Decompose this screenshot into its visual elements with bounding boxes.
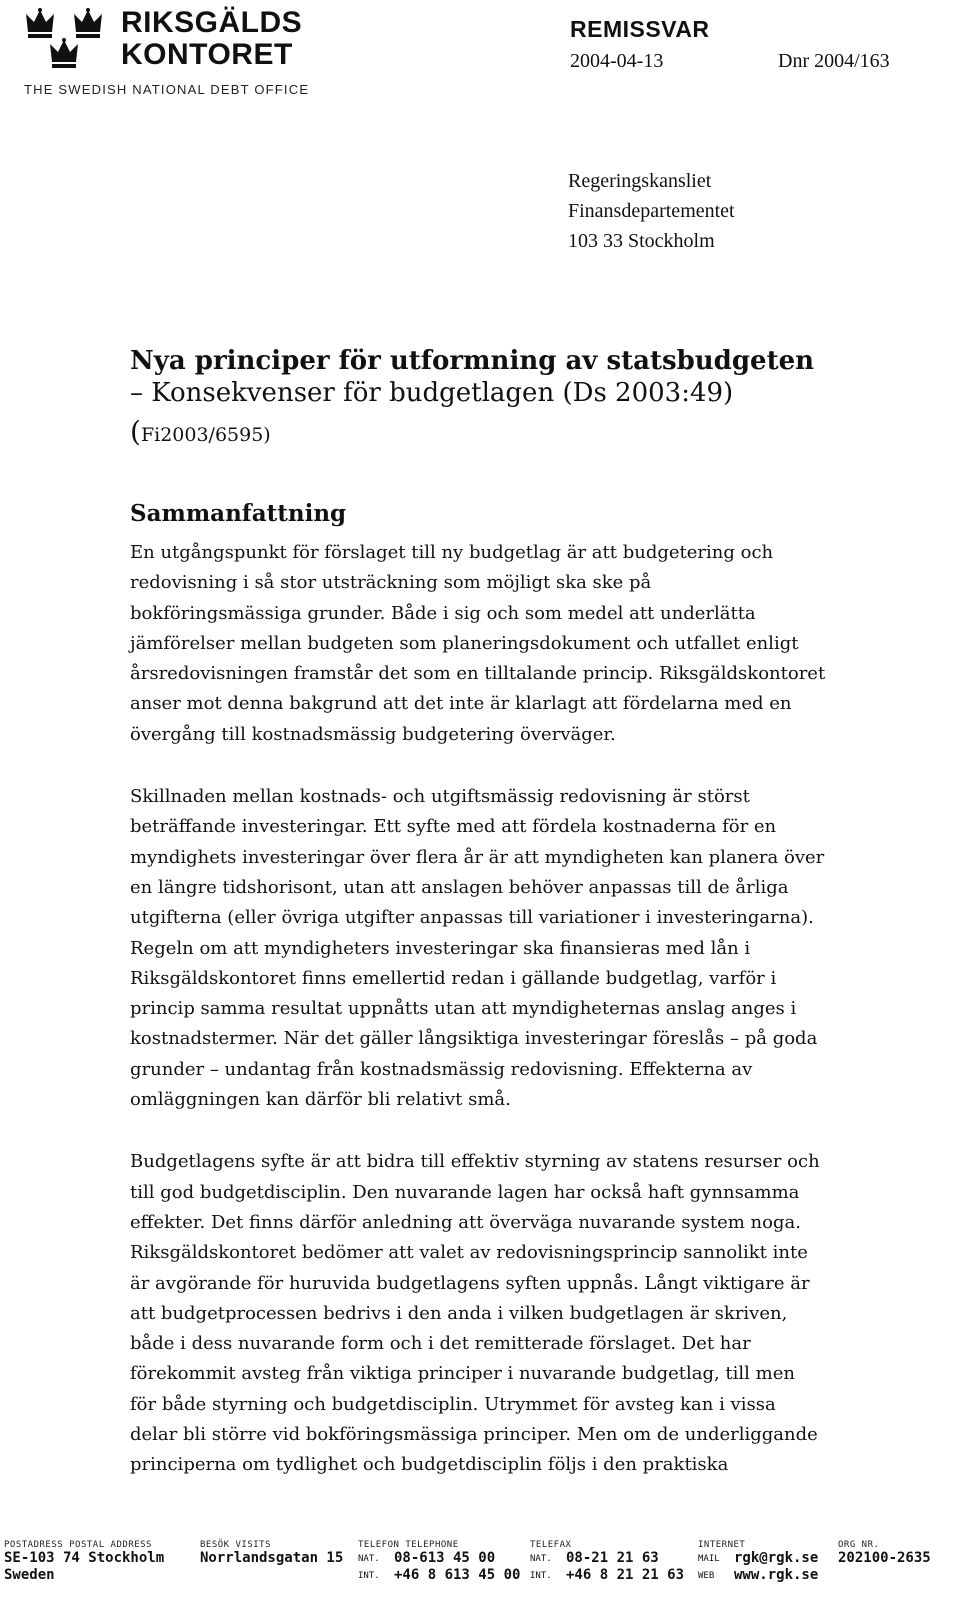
text-line: bokföringsmässiga grunder. Både i sig och som medel att underlätta [130, 602, 756, 624]
footer-postal [4, 1540, 164, 1584]
text-line: principerna om tydlighet och budgetdisciplin följs i den praktiska [130, 1454, 729, 1476]
document-number: Dnr 2004/163 [778, 50, 890, 72]
text-line: är avgörande för huruvida budgetlagens syften uppnås. Långt viktigare är [130, 1272, 810, 1294]
footer-value: 202100-2635 [838, 1550, 931, 1566]
logo-subtitle: THE SWEDISH NATIONAL DEBT OFFICE [24, 82, 310, 97]
text-line: Skillnaden mellan kostnads- och utgiftsmässig redovisning är störst [130, 786, 750, 808]
text-line: myndighets investeringar över flera år är att myndigheten kan planera över [130, 846, 825, 868]
text-line: Budgetlagens syfte är att bidra till effektiv styrning av statens resurser och [130, 1151, 820, 1173]
text-line: årsredovisningen framstår det som en tilltalande princip. Riksgäldskontoret [130, 663, 826, 685]
reference-number [130, 415, 930, 448]
recipient-line: Finansdepartementet [568, 200, 735, 222]
paragraph [130, 782, 920, 1115]
reference-text: Fi2003/6595) [140, 424, 271, 446]
footer-label: TELEFAX [530, 1540, 572, 1550]
footer-key: WEB [698, 1571, 715, 1581]
footer-key: NAT. [358, 1554, 380, 1564]
footer-value: SE-103 74 Stockholm [4, 1550, 165, 1566]
text-line: både i dess nuvarande form och i det remitterade förslaget. Det har [130, 1333, 751, 1355]
footer-value: +46 8 613 45 00 [394, 1567, 521, 1583]
footer-value: 08-613 45 00 [394, 1550, 496, 1566]
document-type: REMISSVAR [570, 16, 710, 42]
footer-fax [530, 1540, 684, 1584]
recipient-line: Regeringskansliet [568, 170, 712, 192]
text-line: en längre tidshorisont, utan att anslagen behöver anpassas till de årliga [130, 876, 789, 898]
footer-value: Norrlandsgatan 15 [200, 1550, 344, 1566]
text-line: utgifterna (eller övriga utgifter anpassas till variationer i investeringarna). [130, 907, 814, 929]
recipient-line: 103 33 Stockholm [568, 230, 715, 252]
title-line1: Nya principer för utformning av statsbudgeten [130, 346, 815, 376]
three-crowns-icon [24, 6, 116, 70]
reference-paren: ( [130, 415, 141, 448]
text-line: jämförelser mellan budgeten som planeringsdokument och utfallet enligt [130, 632, 799, 654]
paragraph [130, 538, 920, 750]
body-text [130, 538, 920, 1513]
text-line: beträffande investeringar. Ett syfte med att fördela kostnaderna för en [130, 816, 777, 838]
footer-label: TELEFON TELEPHONE [358, 1540, 459, 1550]
section-heading: Sammanfattning [130, 500, 347, 527]
footer-value: 08-21 21 63 [566, 1550, 659, 1566]
recipient-address [568, 166, 735, 256]
footer-value: www.rgk.se [734, 1567, 819, 1583]
footer-key: INT. [358, 1571, 380, 1581]
text-line: för både styrning och budgetdisciplin. Utrymmet för avsteg kan i vissa [130, 1393, 776, 1415]
logo-line2: KONTORET [121, 38, 293, 71]
text-line: Riksgäldskontoret bedömer att valet av redovisningsprincip sannolikt inte [130, 1242, 808, 1264]
logo [24, 6, 324, 96]
text-line: Regeln om att myndigheters investeringar ska finansieras med lån i [130, 937, 751, 959]
text-line: förekommit avsteg från viktiga principer i nuvarande budgetlag, till men [130, 1363, 795, 1385]
footer-org [838, 1540, 931, 1567]
footer-key: MAIL [698, 1554, 720, 1564]
text-line: omläggningen kan därför bli relativt små. [130, 1089, 511, 1111]
footer-value: rgk@rgk.se [734, 1550, 819, 1566]
text-line: effekter. Det finns därför anledning att överväga nuvarande system noga. [130, 1211, 801, 1233]
document-date: 2004-04-13 [570, 50, 664, 72]
document-title [130, 345, 930, 448]
footer-label: BESÖK VISITS [200, 1540, 272, 1550]
text-line: anser mot denna bakgrund att det inte är klarlagt att fördelarna med en [130, 693, 792, 715]
footer-key: INT. [530, 1571, 552, 1581]
text-line: delar bli större vid bokföringsmässiga principer. Men om de underliggande [130, 1424, 818, 1446]
text-line: övergång till kostnadsmässig budgetering överväger. [130, 723, 616, 745]
text-line: princip samma resultat uppnåtts utan att myndigheternas anslag anges i [130, 998, 797, 1020]
footer-value: Sweden [4, 1567, 55, 1583]
text-line: En utgångspunkt för förslaget till ny budgetlag är att budgetering och [130, 542, 774, 563]
footer-internet [698, 1540, 818, 1584]
footer-label: POSTADRESS POSTAL ADDRESS [4, 1540, 152, 1550]
title-line2: – Konsekvenser för budgetlagen (Ds 2003:49) [130, 378, 734, 408]
footer-visit [200, 1540, 343, 1567]
footer-key: NAT. [530, 1554, 552, 1564]
paragraph [130, 1147, 920, 1480]
text-line: till god budgetdisciplin. Den nuvarande lagen har också haft gynnsamma [130, 1181, 800, 1203]
text-line: att budgetprocessen bedrivs i den anda i vilken budgetlagen är skriven, [130, 1302, 788, 1324]
logo-line1: RIKSGÄLDS [121, 6, 303, 39]
footer-value: +46 8 21 21 63 [566, 1567, 685, 1583]
text-line: Riksgäldskontoret finns emellertid redan i gällande budgetlag, varför i [130, 967, 777, 989]
text-line: kostnadstermer. När det gäller långsiktiga investeringar föreslås – på goda [130, 1028, 818, 1050]
footer-phone [358, 1540, 520, 1584]
text-line: redovisning i så stor utsträckning som möjligt ska ske på [130, 572, 652, 594]
text-line: grunder – undantag från kostnadsmässig redovisning. Effekterna av [130, 1058, 753, 1080]
footer-label: ORG NR. [838, 1540, 880, 1550]
page-footer [0, 1540, 960, 1600]
footer-label: INTERNET [698, 1540, 746, 1550]
